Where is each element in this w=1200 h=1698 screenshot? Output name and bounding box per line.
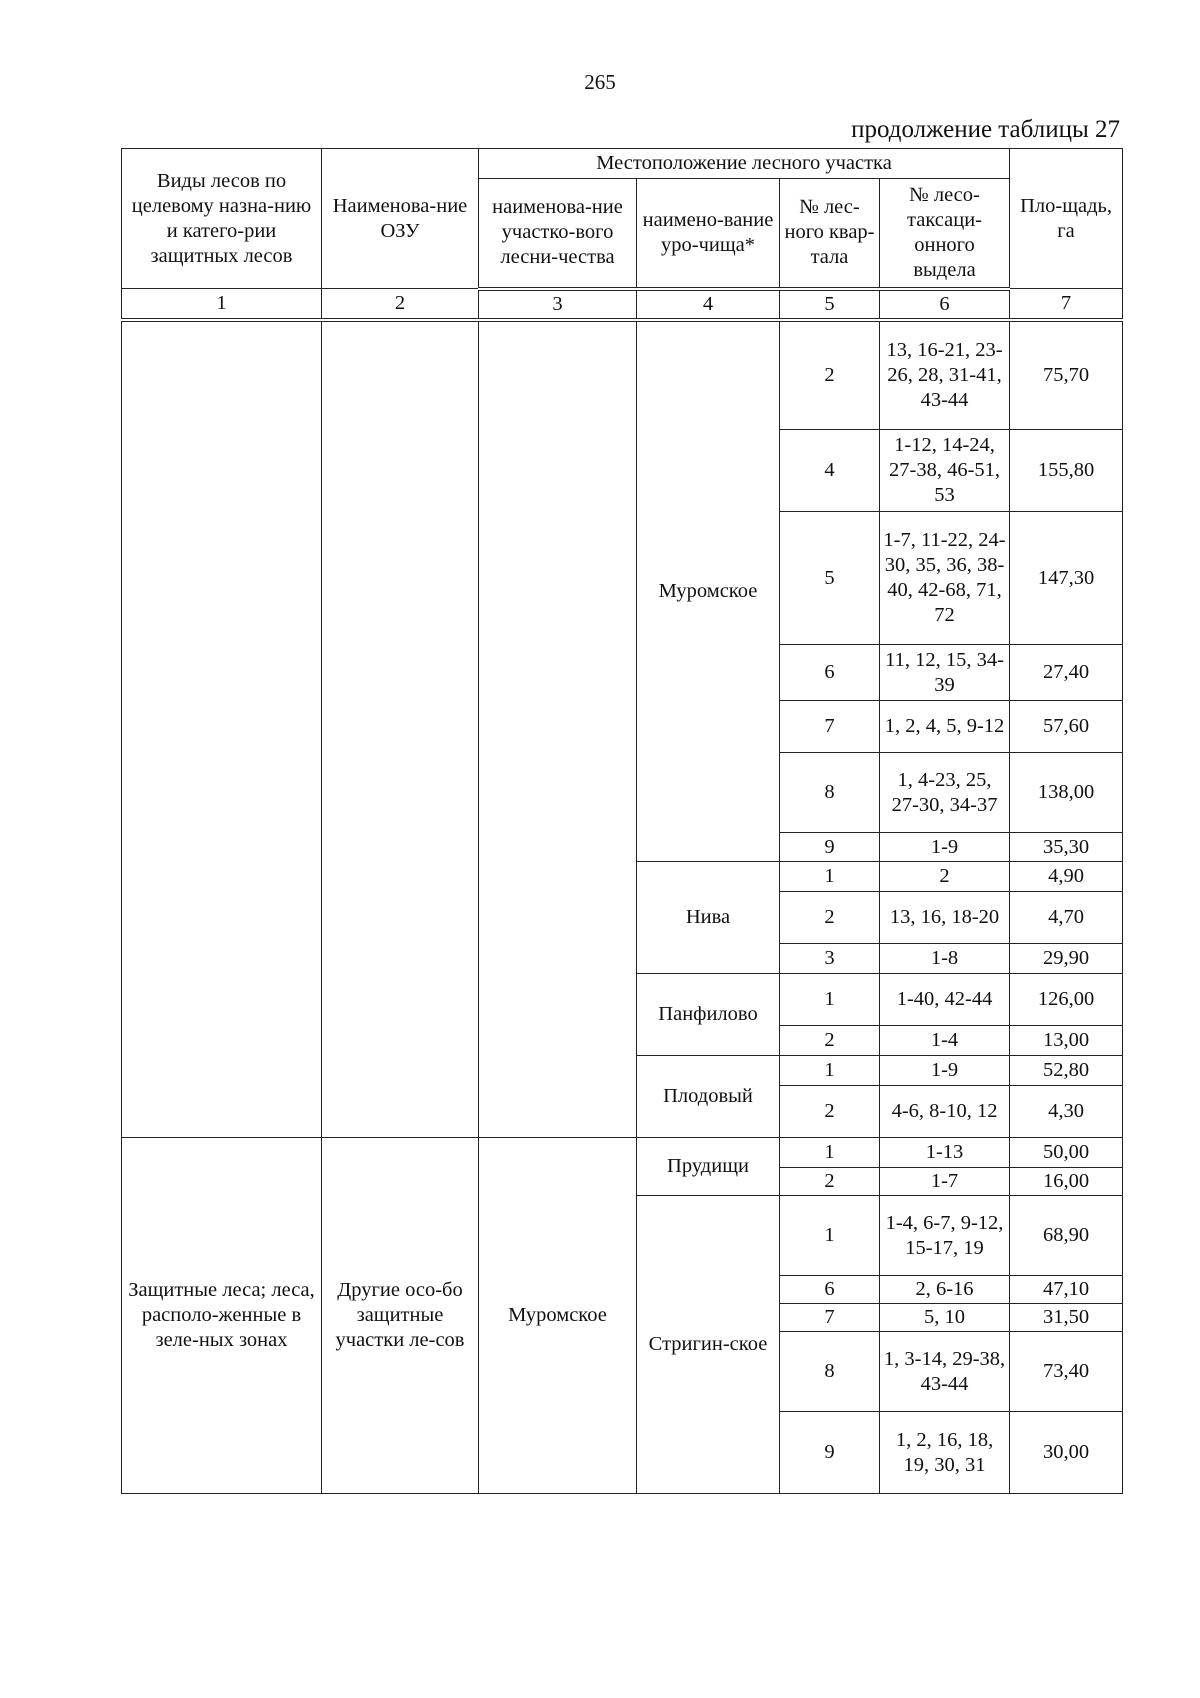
allotment-cell: 1, 2, 4, 5, 9-12 (880, 701, 1010, 753)
quarter-cell: 1 (780, 1196, 880, 1276)
header-location-group: Местоположение лесного участка (479, 149, 1010, 179)
column-number: 1 (122, 289, 322, 320)
allotment-cell: 1, 2, 16, 18, 19, 30, 31 (880, 1412, 1010, 1494)
allotment-cell: 1-4, 6-7, 9-12, 15-17, 19 (880, 1196, 1010, 1276)
forest-plots-table (121, 148, 1123, 1494)
allotment-cell: 1-12, 14-24, 27-38, 46-51, 53 (880, 430, 1010, 512)
allotment-cell: 1-4 (880, 1026, 1010, 1056)
area-cell: 29,90 (1010, 944, 1123, 974)
quarter-cell: 1 (780, 1138, 880, 1168)
allotment-cell: 1-7 (880, 1168, 1010, 1196)
allotment-cell: 1-9 (880, 1056, 1010, 1086)
area-cell: 147,30 (1010, 512, 1123, 645)
quarter-cell: 1 (780, 862, 880, 892)
quarter-cell: 2 (780, 320, 880, 430)
allotment-cell: 1, 3-14, 29-38, 43-44 (880, 1332, 1010, 1412)
area-cell: 75,70 (1010, 320, 1123, 430)
header-district-forestry: наименова-ние участко-вого лесни-чества (479, 179, 637, 289)
page-number: 265 (584, 70, 616, 94)
quarter-cell: 4 (780, 430, 880, 512)
quarter-cell: 2 (780, 1168, 880, 1196)
area-cell: 30,00 (1010, 1412, 1123, 1494)
tract-name-cell: Прудищи (637, 1138, 780, 1196)
column-number: 2 (322, 289, 479, 320)
area-cell: 35,30 (1010, 833, 1123, 862)
ozu-name-cell: Другие осо-бо защитные участки ле-сов (322, 1138, 479, 1494)
tract-name-cell: Муромское (637, 320, 780, 862)
allotment-cell: 13, 16, 18-20 (880, 892, 1010, 944)
header-quarter: № лес-ного квар-тала (780, 179, 880, 289)
allotment-cell: 2, 6-16 (880, 1276, 1010, 1304)
quarter-cell: 1 (780, 1056, 880, 1086)
area-cell: 4,70 (1010, 892, 1123, 944)
header-forest-types: Виды лесов по целевому назна-нию и катего-рии защитных лесов (122, 149, 322, 289)
area-cell: 13,00 (1010, 1026, 1123, 1056)
area-cell: 126,00 (1010, 974, 1123, 1026)
allotment-cell: 1-13 (880, 1138, 1010, 1168)
quarter-cell: 6 (780, 645, 880, 701)
area-cell: 4,90 (1010, 862, 1123, 892)
column-number: 7 (1010, 289, 1123, 320)
quarter-cell: 2 (780, 1026, 880, 1056)
allotment-cell: 1-9 (880, 833, 1010, 862)
quarter-cell: 8 (780, 1332, 880, 1412)
header-area: Пло-щадь, га (1010, 149, 1123, 289)
header-ozu-name: Наименова-ние ОЗУ (322, 149, 479, 289)
allotment-cell: 1-8 (880, 944, 1010, 974)
tract-name-cell: Нива (637, 862, 780, 974)
tract-name-cell: Стригин-ское (637, 1196, 780, 1494)
allotment-cell: 11, 12, 15, 34-39 (880, 645, 1010, 701)
quarter-cell: 7 (780, 701, 880, 753)
column-number: 4 (637, 289, 780, 320)
area-cell: 57,60 (1010, 701, 1123, 753)
allotment-cell: 1, 4-23, 25, 27-30, 34-37 (880, 753, 1010, 833)
tract-name-cell: Плодовый (637, 1056, 780, 1138)
header-allotment: № лесо-таксаци-онного выдела (880, 179, 1010, 289)
allotment-cell: 2 (880, 862, 1010, 892)
forest-type-cell (122, 320, 322, 1138)
quarter-cell: 2 (780, 1086, 880, 1138)
allotment-cell: 1-7, 11-22, 24-30, 35, 36, 38-40, 42-68, 71, 72 (880, 512, 1010, 645)
quarter-cell: 8 (780, 753, 880, 833)
ozu-name-cell (322, 320, 479, 1138)
area-cell: 4,30 (1010, 1086, 1123, 1138)
area-cell: 52,80 (1010, 1056, 1123, 1086)
table-row (122, 1138, 1123, 1168)
quarter-cell: 7 (780, 1304, 880, 1332)
quarter-cell: 9 (780, 833, 880, 862)
column-number: 6 (880, 289, 1010, 320)
quarter-cell: 1 (780, 974, 880, 1026)
table-row (122, 320, 1123, 430)
area-cell: 155,80 (1010, 430, 1123, 512)
allotment-cell: 1-40, 42-44 (880, 974, 1010, 1026)
quarter-cell: 2 (780, 892, 880, 944)
quarter-cell: 5 (780, 512, 880, 645)
table-continuation-label: продолжение таблицы 27 (851, 116, 1120, 143)
district-forestry-cell (479, 320, 637, 1138)
tract-name-cell: Панфилово (637, 974, 780, 1056)
area-cell: 27,40 (1010, 645, 1123, 701)
column-number: 5 (780, 289, 880, 320)
quarter-cell: 9 (780, 1412, 880, 1494)
allotment-cell: 4-6, 8-10, 12 (880, 1086, 1010, 1138)
area-cell: 50,00 (1010, 1138, 1123, 1168)
area-cell: 68,90 (1010, 1196, 1123, 1276)
area-cell: 47,10 (1010, 1276, 1123, 1304)
table-body (122, 149, 1123, 1494)
allotment-cell: 13, 16-21, 23-26, 28, 31-41, 43-44 (880, 320, 1010, 430)
area-cell: 73,40 (1010, 1332, 1123, 1412)
quarter-cell: 3 (780, 944, 880, 974)
district-forestry-cell: Муромское (479, 1138, 637, 1494)
column-number: 3 (479, 289, 637, 320)
forest-type-cell: Защитные леса; леса, располо-женные в зеле-ных зонах (122, 1138, 322, 1494)
column-number-row (122, 289, 1123, 320)
header-tract: наимено-вание уро-чища* (637, 179, 780, 289)
area-cell: 16,00 (1010, 1168, 1123, 1196)
allotment-cell: 5, 10 (880, 1304, 1010, 1332)
area-cell: 31,50 (1010, 1304, 1123, 1332)
quarter-cell: 6 (780, 1276, 880, 1304)
area-cell: 138,00 (1010, 753, 1123, 833)
